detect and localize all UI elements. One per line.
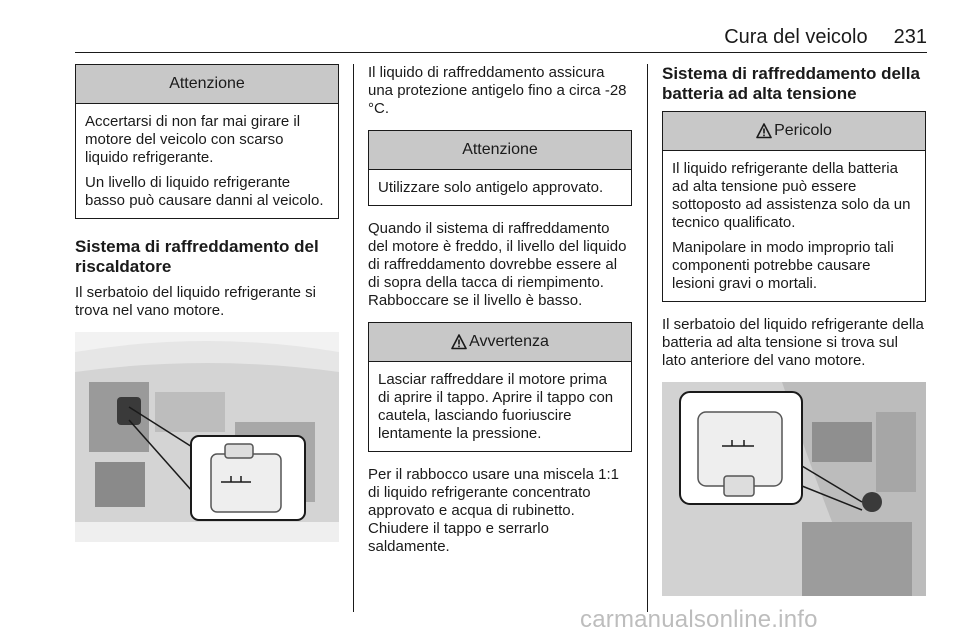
- danger-paragraph: Il liquido refrigerante della batteria ad alta tensione può essere sottoposto ad assistenza solo da un tecnico qualificato.: [672, 160, 911, 231]
- body-paragraph: Per il rabbocco usare una miscela 1:1 di liquido refrigerante concentrato approvato e acqua di rubinetto. Chiudere il tappo e serrarlo saldamente.: [368, 466, 619, 555]
- warning-triangle-icon: [451, 334, 467, 350]
- body-paragraph: Quando il sistema di raffreddamento del motore è freddo, il livello del liquido di raffreddamento dovrebbe essere al di sopra della tacca di riempimento. Rabboccare se il livello è basso.: [368, 220, 627, 309]
- danger-notice: [662, 111, 926, 302]
- section-heading: Sistema di raffreddamento del riscaldatore: [75, 237, 319, 276]
- page-header: [75, 26, 927, 48]
- column-1: [75, 64, 339, 542]
- body-paragraph: Il serbatoio del liquido refrigerante della batteria ad alta tensione si trova sul lato anteriore del vano motore.: [662, 316, 924, 369]
- column-3: [662, 64, 926, 596]
- header-rule: [75, 52, 927, 53]
- notice-title: Attenzione: [369, 131, 631, 170]
- column-divider-1: [353, 64, 354, 612]
- column-2: [368, 64, 632, 568]
- engine-bay-illustration: [75, 332, 339, 542]
- page-number: 231: [893, 25, 927, 48]
- attention-notice: [75, 64, 339, 219]
- danger-title: Pericolo: [774, 122, 832, 139]
- notice-paragraph: Un livello di liquido refrigerante basso può causare danni al veicolo.: [85, 174, 324, 209]
- body-paragraph: Il liquido di raffreddamento assicura una protezione antigelo fino a circa -28 °C.: [368, 64, 627, 117]
- notice-title: Attenzione: [76, 65, 338, 104]
- body-paragraph: Il serbatoio del liquido refrigerante si trova nel vano motore.: [75, 284, 316, 319]
- column-divider-2: [647, 64, 648, 612]
- warning-notice: [368, 322, 632, 452]
- danger-paragraph: Manipolare in modo improprio tali componenti potrebbe causare lesioni gravi o mortali.: [672, 239, 894, 292]
- battery-coolant-drawing: [662, 382, 926, 596]
- notice-text: Utilizzare solo antigelo approvato.: [378, 179, 604, 196]
- battery-coolant-illustration: [662, 382, 926, 596]
- watermark-text: carmanualsonline.info: [580, 606, 818, 633]
- warning-triangle-icon: [756, 123, 772, 139]
- notice-paragraph: Accertarsi di non far mai girare il motore del veicolo con scarso liquido refrigerante.: [85, 113, 301, 166]
- warning-title: Avvertenza: [469, 333, 549, 350]
- page-title: Cura del veicolo: [724, 25, 868, 48]
- attention-notice: [368, 130, 632, 206]
- warning-text: Lasciar raffreddare il motore prima di aprire il tappo. Aprire il tappo con cautela, lasciando fuoriuscire lentamente la pressione.: [378, 371, 614, 442]
- engine-bay-drawing: [75, 332, 339, 542]
- section-heading: Sistema di raffreddamento della batteria ad alta tensione: [662, 64, 920, 103]
